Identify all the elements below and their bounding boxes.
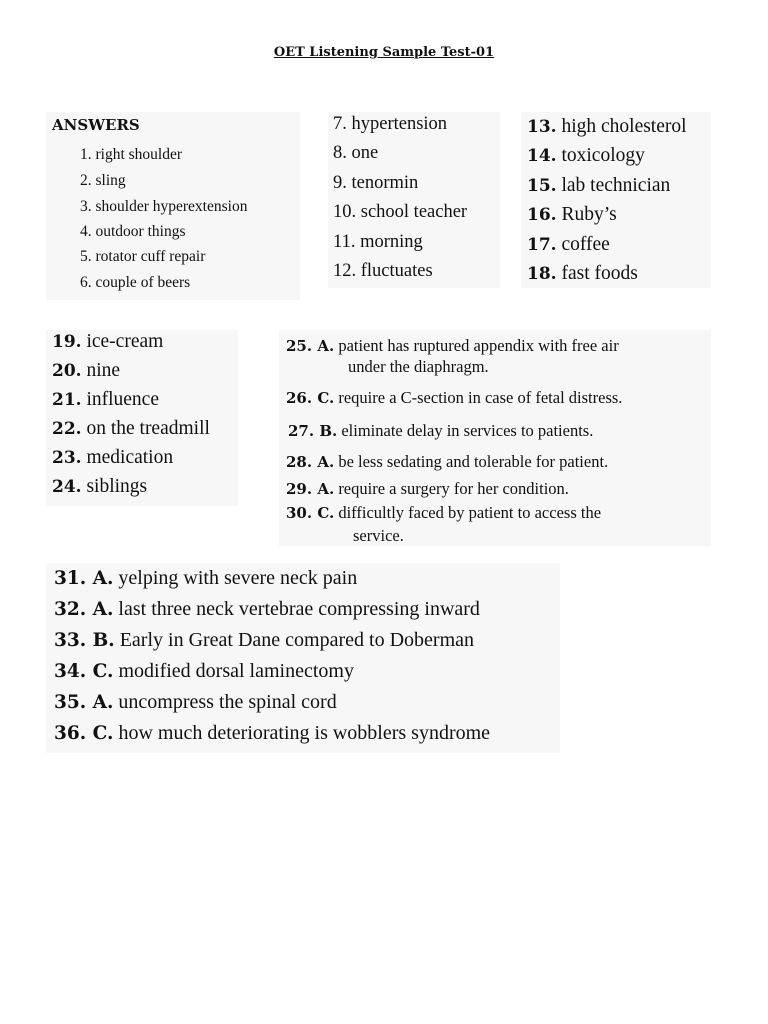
answer-number: 14. — [527, 146, 557, 166]
answer-30-continued: service. — [353, 526, 404, 545]
answer-24 — [52, 476, 147, 498]
answer-text: require a surgery for her condition. — [338, 479, 569, 498]
answer-26 — [286, 388, 622, 408]
answer-23 — [52, 447, 173, 469]
answer-number: 30. C. — [286, 504, 335, 522]
answer-11 — [333, 232, 423, 253]
answer-text: toxicology — [561, 145, 645, 166]
answer-text: on the treadmill — [86, 418, 210, 439]
answer-text: tenormin — [351, 173, 419, 193]
answer-number: 35. A. — [54, 692, 114, 713]
answer-27 — [288, 421, 593, 441]
answer-14 — [527, 145, 645, 167]
answer-30 — [286, 503, 601, 523]
answer-text: hypertension — [351, 114, 448, 134]
answer-number: 13. — [527, 117, 557, 137]
answer-31 — [54, 567, 357, 590]
answer-text: lab technician — [561, 175, 671, 196]
answer-text: nine — [86, 360, 121, 381]
answer-number: 36. C. — [54, 723, 114, 744]
answer-number: 28. A. — [286, 453, 335, 471]
page-title: OET Listening Sample Test-01 — [273, 45, 495, 60]
answer-number: 16. — [527, 205, 557, 225]
answer-number: 12. — [333, 261, 357, 281]
answer-number: 15. — [527, 176, 557, 196]
answer-8 — [333, 143, 378, 164]
answer-number: 23. — [52, 448, 82, 468]
answer-text: Ruby’s — [561, 204, 617, 225]
answer-text: uncompress the spinal cord — [118, 691, 337, 713]
answer-number: 11. — [333, 232, 356, 252]
answer-number: 25. A. — [286, 337, 335, 355]
answer-29 — [286, 479, 569, 499]
answer-25-continued: under the diaphragm. — [348, 357, 489, 376]
answer-3: 3. shoulder hyperextension — [80, 198, 248, 215]
answer-18 — [527, 263, 638, 285]
answer-text: morning — [360, 232, 423, 252]
answer-number: 27. B. — [288, 422, 338, 440]
answer-text: school teacher — [360, 202, 468, 222]
answer-19 — [52, 331, 163, 353]
answer-number: 10. — [333, 202, 357, 222]
answer-number: 29. A. — [286, 480, 335, 498]
answer-10 — [333, 202, 467, 223]
answer-35 — [54, 691, 337, 714]
answer-5: 5. rotator cuff repair — [80, 248, 206, 265]
answer-text: yelping with severe neck pain — [118, 567, 358, 589]
answer-text: medication — [86, 447, 174, 468]
answer-15 — [527, 175, 670, 197]
answer-34 — [54, 660, 354, 683]
answer-number: 26. C. — [286, 389, 335, 407]
answer-32 — [54, 598, 480, 621]
answer-number: 9. — [333, 173, 347, 193]
answer-number: 24. — [52, 477, 82, 497]
answer-number: 21. — [52, 390, 82, 410]
answer-33 — [54, 629, 474, 652]
answer-1: 1. right shoulder — [80, 146, 183, 163]
answer-text: influence — [86, 389, 159, 410]
answer-text: last three neck vertebrae compressing inward — [118, 598, 480, 620]
answer-text: how much deteriorating is wobblers syndrome — [118, 722, 491, 744]
answer-number: 8. — [333, 143, 347, 163]
answer-text: high cholesterol — [561, 116, 687, 137]
answer-text: ice-cream — [86, 331, 164, 352]
answer-text: fast foods — [561, 263, 638, 284]
answer-13 — [527, 116, 687, 138]
answer-number: 32. A. — [54, 599, 114, 620]
answer-2: 2. sling — [80, 172, 126, 189]
answer-21 — [52, 389, 159, 411]
answer-text: Early in Great Dane compared to Doberman — [119, 629, 474, 651]
answer-number: 19. — [52, 332, 82, 352]
answer-28 — [286, 452, 608, 472]
answer-7 — [333, 114, 447, 135]
answer-text: eliminate delay in services to patients. — [341, 421, 594, 440]
answer-number: 7. — [333, 114, 347, 134]
answer-20 — [52, 360, 120, 382]
answer-25 — [286, 336, 619, 356]
answer-text: be less sedating and tolerable for patient. — [338, 452, 609, 471]
answer-number: 31. A. — [54, 568, 114, 589]
answer-text: require a C-section in case of fetal distress. — [338, 388, 623, 407]
answer-text: modified dorsal laminectomy — [118, 660, 354, 682]
answer-17 — [527, 234, 610, 256]
answer-22 — [52, 418, 210, 440]
answer-text: fluctuates — [360, 261, 433, 281]
answer-number: 34. C. — [54, 661, 114, 682]
answer-number: 33. B. — [54, 630, 115, 651]
answer-6: 6. couple of beers — [80, 274, 191, 291]
answer-number: 22. — [52, 419, 82, 439]
answer-36 — [54, 722, 490, 745]
answer-9 — [333, 173, 418, 194]
answer-text: one — [351, 143, 379, 163]
answer-number: 20. — [52, 361, 82, 381]
answer-text: coffee — [561, 234, 610, 255]
answer-4: 4. outdoor things — [80, 223, 186, 240]
answers-heading: ANSWERS — [52, 116, 140, 134]
answer-text: difficultly faced by patient to access the — [338, 503, 602, 522]
answer-text: patient has ruptured appendix with free air — [338, 336, 619, 355]
answer-16 — [527, 204, 617, 226]
answer-12 — [333, 261, 433, 282]
answer-number: 18. — [527, 264, 557, 284]
answer-text: siblings — [86, 476, 148, 497]
answer-number: 17. — [527, 235, 557, 255]
answers-block-13-18 — [521, 112, 711, 288]
